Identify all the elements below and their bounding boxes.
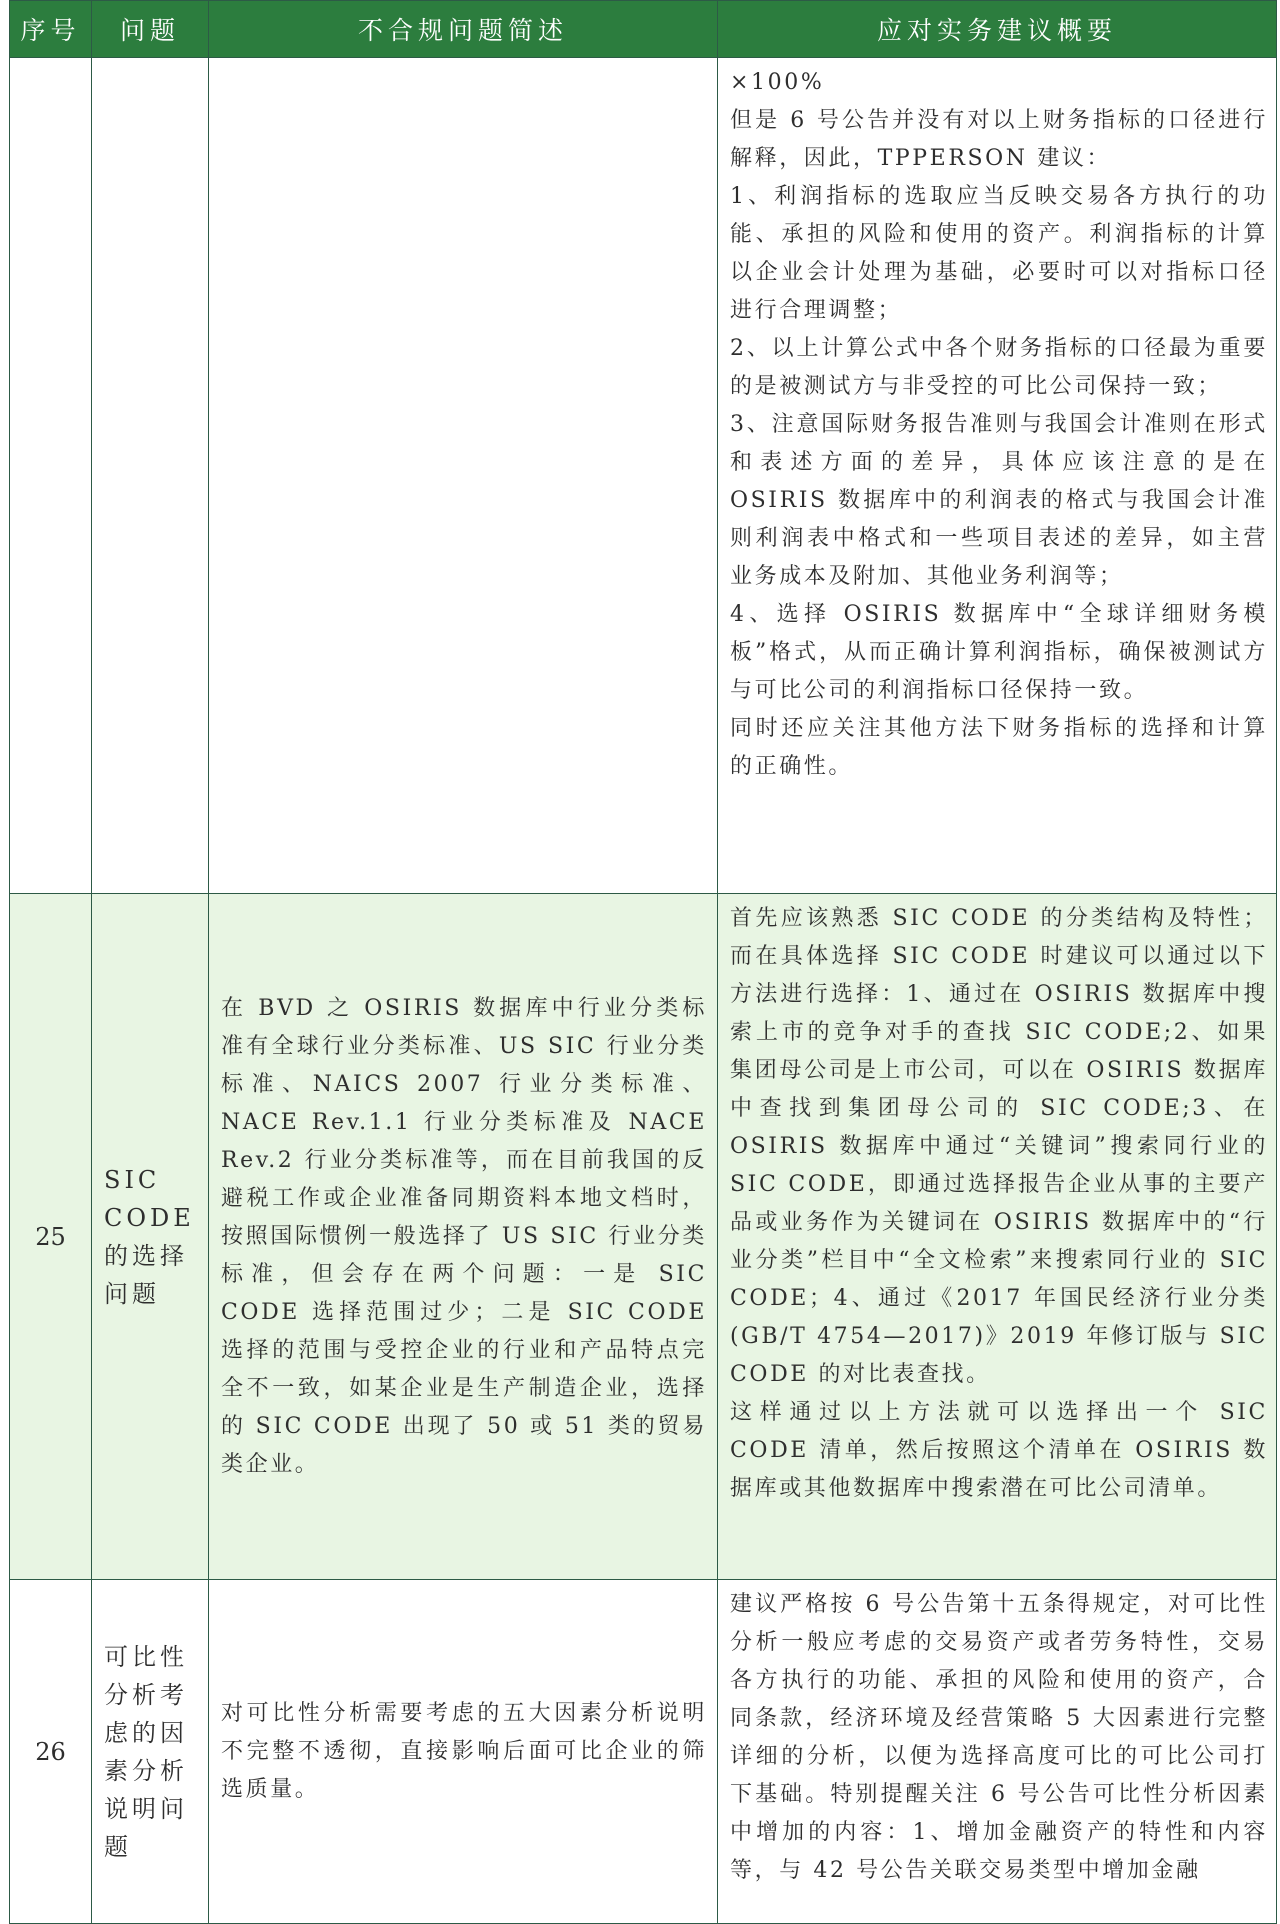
table-row: [10, 894, 1277, 1580]
advice-line: 3、注意国际财务报告准则与我国会计准则在形式和表述方面的差异，具体应该注意的是在 OSIRIS 数据库中的利润表的格式与我国会计准则利润表中格式和一些项目表述的差异，如主营业务成本及附加、其他业务利润等；: [730, 412, 1268, 589]
advice-line: 4、选择 OSIRIS 数据库中“全球详细财务模板”格式，从而正确计算利润指标，确保被测试方与可比公司的利润指标口径保持一致。: [730, 602, 1268, 703]
row-description: 在 BVD 之 OSIRIS 数据库中行业分类标准有全球行业分类标准、US SIC 行业分类标准、NAICS 2007 行业分类标准、NACE Rev.1.1 行业分类标准及 NACE Rev.2 行业分类标准等，而在目前我国的反避税工作或企业准备同期资料本地文档时，按照国际惯例一般选择了 US SIC 行业分类标准，但会存在两个问题：一是 SIC CODE 选择范围过少；二是 SIC CODE 选择的范围与受控企业的行业和产品特点完全不一致，如某企业是生产制造企业，选择的 SIC CODE 出现了 50 或 51 类的贸易类企业。: [209, 894, 718, 1580]
header-issue: 问题: [92, 1, 209, 58]
advice-line: 同时还应关注其他方法下财务指标的选择和计算的正确性。: [730, 716, 1268, 779]
advice-line: 首先应该熟悉 SIC CODE 的分类结构及特性；而在具体选择 SIC CODE 时建议可以通过以下方法进行选择：1、通过在 OSIRIS 数据库中搜索上市的竞争对手的查找 SIC CODE;2、如果集团母公司是上市公司，可以在 OSIRIS 数据库中查找到集团母公司的 SIC CODE;3、在 OSIRIS 数据库中通过“关键词”搜索同行业的 SIC CODE，即通过选择报告企业从事的主要产品或业务作为关键词在 OSIRIS 数据库中的“行业分类”栏目中“全文检索”来搜索同行业的 SIC CODE；4、通过《2017 年国民经济行业分类(GB/T 4754—2017)》2019 年修订版与 SIC CODE 的对比表查找。: [730, 906, 1268, 1387]
advice-line: 1、利润指标的选取应当反映交易各方执行的功能、承担的风险和使用的资产。利润指标的计算以企业会计处理为基础，必要时可以对指标口径进行合理调整；: [730, 184, 1268, 323]
table-header-row: [10, 1, 1277, 58]
row-advice: [718, 894, 1277, 1580]
advice-line: 建议严格按 6 号公告第十五条得规定，对可比性分析一般应考虑的交易资产或者劳务特性，交易各方执行的功能、承担的风险和使用的资产，合同条款，经济环境及经营策略 5 大因素进行完整详细的分析，以便为选择高度可比的可比公司打下基础。特别提醒关注 6 号公告可比性分析因素中增加的内容：1、增加金融资产的特性和内容等，与 42 号公告关联交易类型中增加金融: [730, 1592, 1268, 1883]
table-row: [10, 1580, 1277, 1924]
advice-line: 但是 6 号公告并没有对以上财务指标的口径进行解释，因此，TPPERSON 建议：: [730, 108, 1268, 171]
advice-line: 这样通过以上方法就可以选择出一个 SIC CODE 清单，然后按照这个清单在 OSIRIS 数据库或其他数据库中搜索潜在可比公司清单。: [730, 1400, 1268, 1501]
row-issue: [92, 58, 209, 894]
header-seq: 序号: [10, 1, 92, 58]
row-description: [209, 58, 718, 894]
row-issue: 可比性分析考虑的因素分析说明问题: [92, 1580, 209, 1924]
row-number: 25: [10, 894, 92, 1580]
row-number: 26: [10, 1580, 92, 1924]
header-description: 不合规问题简述: [209, 1, 718, 58]
row-advice: [718, 1580, 1277, 1924]
compliance-table: [9, 0, 1277, 1924]
table-row: [10, 58, 1277, 894]
row-number: [10, 58, 92, 894]
advice-line: 2、以上计算公式中各个财务指标的口径最为重要的是被测试方与非受控的可比公司保持一致；: [730, 336, 1268, 399]
row-advice: [718, 58, 1277, 894]
row-issue: SIC CODE 的选择问题: [92, 894, 209, 1580]
advice-line: ×100%: [730, 70, 825, 95]
row-description: 对可比性分析需要考虑的五大因素分析说明不完整不透彻，直接影响后面可比企业的筛选质量。: [209, 1580, 718, 1924]
header-advice: 应对实务建议概要: [718, 1, 1277, 58]
